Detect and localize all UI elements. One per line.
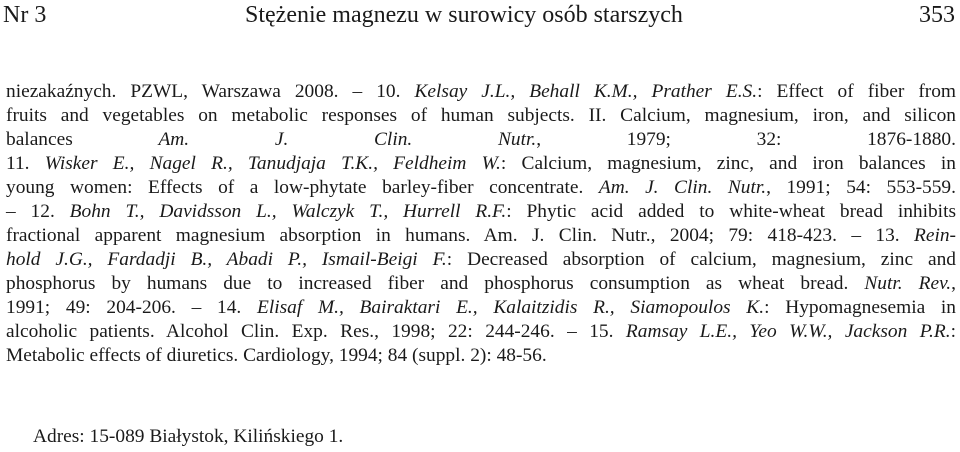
reference-text: 1991; 49: 204-206. – 14. [6,297,257,318]
reference-text: , 1991; 54: 553-559. [766,177,956,198]
reference-line [6,224,956,248]
author-address: Adres: 15-089 Białystok, Kilińskiego 1. [33,426,344,447]
reference-line [6,128,956,152]
reference-text: , [951,273,956,294]
reference-text: 11. [6,153,45,174]
reference-text: : [950,321,956,342]
reference-line [6,200,956,224]
reference-text: : Hypomagnesemia in [764,297,957,318]
reference-text: fruits and vegetables on metabolic responses of human subjects. II. Calcium, magnesium, iron, and silicon [6,105,956,126]
reference-text: balances [6,129,159,150]
reference-text: young women: Effects of a low-phytate barley-fiber concentrate. [6,177,599,198]
page-number: 353 [919,2,955,28]
references-block [6,80,956,368]
journal-number: Nr 3 [3,2,47,28]
reference-text: : Phytic acid added to white-wheat bread inhibits [506,201,956,222]
reference-line [6,320,956,344]
reference-text: , 1979; 32: 1876-1880. [536,129,956,150]
reference-line [6,152,956,176]
reference-citation-italic: Am. J. Clin. Nutr. [598,177,767,198]
reference-citation-italic: Bohn T., Davidsson L., Walczyk T., Hurrell R.F. [69,201,507,222]
reference-line [6,176,956,200]
reference-citation-italic: Am. J. Clin. Nutr. [158,129,537,150]
reference-text: : Effect of fiber from [757,81,957,102]
running-title: Stężenie magnezu w surowicy osób starszych [245,2,683,28]
reference-citation-italic: Ramsay L.E., Yeo W.W., Jackson P.R. [625,321,951,342]
reference-line [6,104,956,128]
reference-text: phosphorus by humans due to increased fiber and phosphorus consumption as wheat bread. [6,273,865,294]
reference-line [6,272,956,296]
reference-line [6,80,956,104]
reference-citation-italic: hold J.G., Fardadji B., Abadi P., Ismail-Beigi F. [6,249,447,270]
reference-text: – 12. [6,201,70,222]
reference-text: alcoholic patients. Alcohol Clin. Exp. Res., 1998; 22: 244-246. – 15. [6,321,626,342]
reference-text: niezakaźnych. PZWL, Warszawa 2008. – 10. [6,81,415,102]
page-header [0,0,960,40]
reference-line [6,296,956,320]
reference-text: : Decreased absorption of calcium, magnesium, zinc and [446,249,956,270]
reference-text: Metabolic effects of diuretics. Cardiology, 1994; 84 (suppl. 2): 48-56. [6,345,547,366]
reference-citation-italic: Rein- [914,225,956,246]
reference-line [6,344,956,368]
reference-citation-italic: Nutr. Rev. [864,273,952,294]
reference-citation-italic: Wisker E., Nagel R., Tanudjaja T.K., Feldheim W. [44,153,501,174]
reference-citation-italic: Elisaf M., Bairaktari E., Kalaitzidis R., Siamopoulos K. [257,297,765,318]
reference-line [6,248,956,272]
reference-text: fractional apparent magnesium absorption in humans. Am. J. Clin. Nutr., 2004; 79: 418-423. – 13. [6,225,914,246]
reference-text: : Calcium, magnesium, zinc, and iron balances in [500,153,956,174]
reference-citation-italic: Kelsay J.L., Behall K.M., Prather E.S. [414,81,758,102]
